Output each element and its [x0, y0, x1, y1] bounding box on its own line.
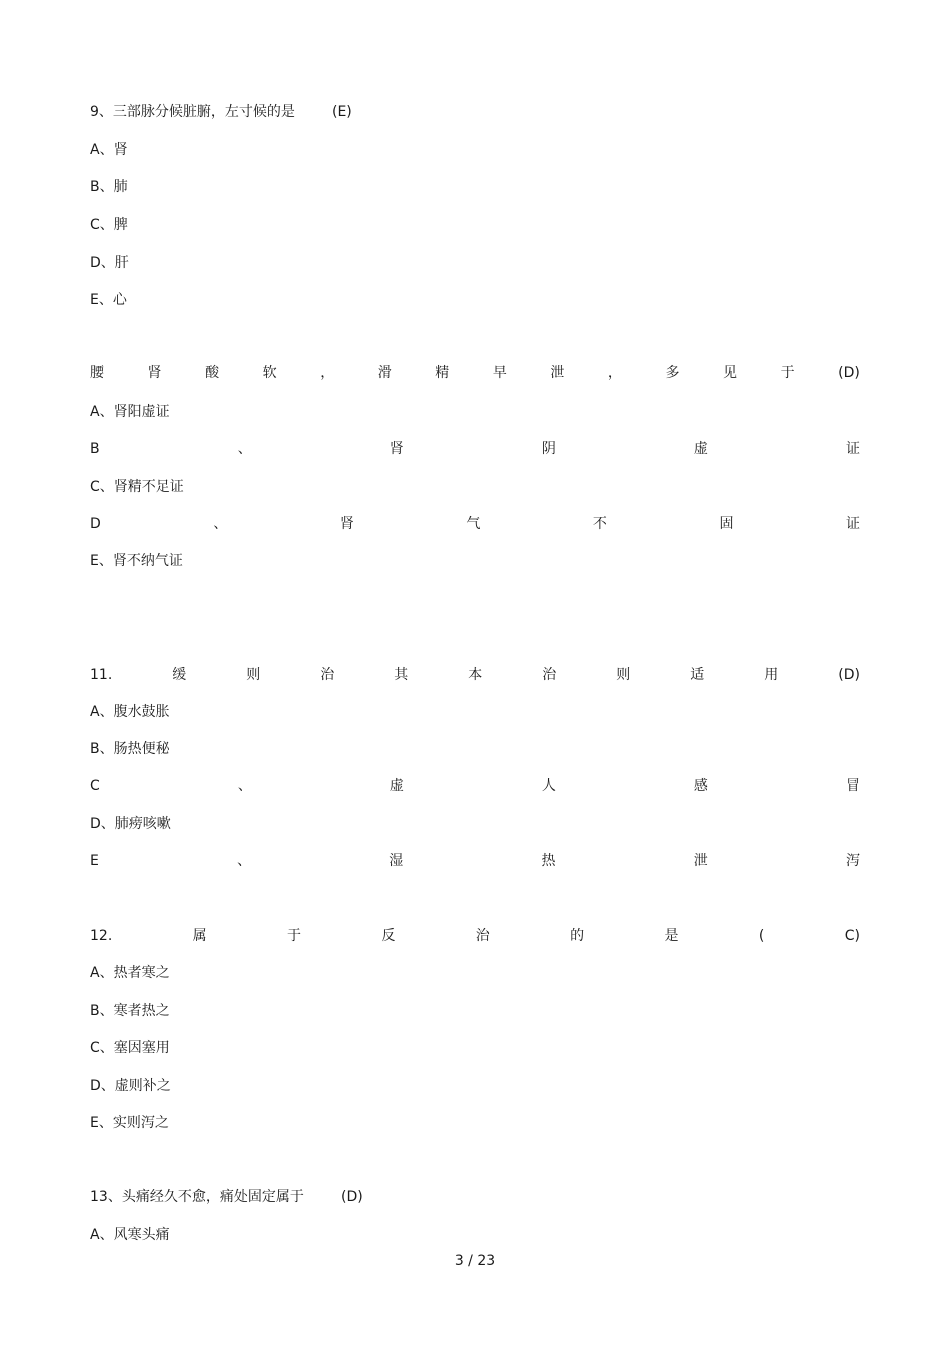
q11-stem — [90, 666, 860, 684]
q11-option-e-char: 泻 — [845, 853, 860, 869]
q11-option-b: B、肠热便秘 — [90, 741, 170, 757]
q11-option-c-char: 、 — [237, 778, 252, 794]
q11-stem-char: 11. — [90, 667, 113, 683]
q10-stem — [90, 364, 860, 382]
q10-option-d-char: 固 — [719, 516, 734, 532]
q10-option-b-char: 、 — [237, 441, 252, 457]
q9-option-d: D、肝 — [90, 255, 129, 271]
q10-stem-char: 于 — [780, 365, 795, 381]
q10-option-b-char: 证 — [846, 441, 860, 457]
q10-option-d-char: D — [90, 516, 101, 532]
q11-answer: (D) — [838, 667, 860, 683]
q12-option-c: C、塞因塞用 — [90, 1040, 170, 1056]
q10-option-a: A、肾阳虚证 — [90, 404, 170, 420]
q12-option-a: A、热者寒之 — [90, 965, 170, 981]
q10-stem-char: 腰 — [90, 365, 104, 381]
q11-stem-char: 则 — [616, 667, 631, 683]
q11-stem-char: 其 — [394, 667, 409, 683]
q12-option-b: B、寒者热之 — [90, 1003, 170, 1019]
q12-option-d: D、虚则补之 — [90, 1078, 171, 1094]
q11-stem-char: 本 — [468, 667, 483, 683]
q11-option-d: D、肺痨咳嗽 — [90, 816, 171, 832]
q11-option-e-char: 泄 — [693, 853, 708, 869]
q11-option-a: A、腹水鼓胀 — [90, 704, 170, 720]
q11-option-c-char: C — [90, 778, 100, 794]
q10-option-b-char: B — [90, 441, 100, 457]
q10-stem-char: 肾 — [147, 365, 162, 381]
q12-stem-char: 于 — [287, 928, 302, 944]
q12-answer: C) — [844, 928, 860, 944]
q12-stem-char: 12. — [90, 928, 113, 944]
q11-stem-char: 则 — [246, 667, 261, 683]
q11-option-c-char: 感 — [693, 778, 708, 794]
q10-option-b — [90, 440, 860, 458]
q12-stem — [90, 927, 860, 945]
q11-option-e-char: 热 — [541, 853, 556, 869]
q12-option-e: E、实则泻之 — [90, 1115, 169, 1131]
q10-option-d-char: 肾 — [339, 516, 354, 532]
q10-option-c: C、肾精不足证 — [90, 479, 184, 495]
q9-option-c: C、脾 — [90, 217, 128, 233]
q10-option-b-char: 阴 — [541, 441, 556, 457]
q12-stem-char: 属 — [192, 928, 207, 944]
q10-stem-char: 滑 — [377, 365, 392, 381]
q12-stem-char: ( — [758, 928, 765, 944]
page-number: 3 / 23 — [454, 1253, 496, 1269]
q9-option-e: E、心 — [90, 292, 127, 308]
q10-option-e: E、肾不纳气证 — [90, 553, 183, 569]
q10-option-d-char: 不 — [592, 516, 607, 532]
q9-option-a: A、肾 — [90, 142, 128, 158]
q11-option-e — [90, 852, 860, 870]
q10-option-b-char: 肾 — [389, 441, 404, 457]
q13-option-a: A、风寒头痛 — [90, 1227, 170, 1243]
q11-stem-char: 治 — [320, 667, 335, 683]
q11-option-c-char: 虚 — [389, 778, 404, 794]
q10-option-d-char: 证 — [845, 516, 860, 532]
q9-stem: 9、三部脉分候脏腑，左寸候的是 — [90, 104, 295, 120]
q10-stem-char: ， — [607, 365, 622, 381]
q10-stem-char: 软 — [262, 365, 277, 381]
q12-stem-char: 的 — [570, 928, 585, 944]
q10-option-d-char: 、 — [213, 516, 228, 532]
q13-stem: 13、头痛经久不愈，痛处固定属于 — [90, 1189, 304, 1205]
q10-option-d — [90, 515, 860, 533]
q11-option-e-char: 、 — [237, 853, 252, 869]
q11-stem-char: 适 — [690, 667, 705, 683]
q11-option-c-char: 人 — [541, 778, 556, 794]
q12-stem-char: 反 — [381, 928, 396, 944]
q10-stem-char: 多 — [665, 365, 680, 381]
q9-answer: (E) — [332, 104, 352, 120]
q10-stem-char: ， — [320, 365, 335, 381]
q10-stem-char: 泄 — [550, 365, 565, 381]
q11-stem-char: 缓 — [172, 667, 187, 683]
q10-option-d-char: 气 — [466, 516, 481, 532]
q10-answer: (D) — [838, 365, 860, 381]
q10-stem-char: 精 — [435, 365, 450, 381]
q10-stem-char: 酸 — [205, 365, 220, 381]
q10-stem-char: 早 — [492, 365, 507, 381]
q11-option-c — [90, 777, 860, 795]
q11-option-e-char: 湿 — [389, 853, 404, 869]
q11-option-c-char: 冒 — [845, 778, 860, 794]
q12-stem-char: 是 — [664, 928, 679, 944]
q10-stem-char: 见 — [723, 365, 738, 381]
q10-option-b-char: 虚 — [693, 441, 708, 457]
q13-answer: (D) — [341, 1189, 363, 1205]
q11-stem-char: 治 — [542, 667, 557, 683]
q9-option-b: B、肺 — [90, 179, 128, 195]
q11-option-e-char: E — [90, 853, 99, 869]
q12-stem-char: 治 — [475, 928, 490, 944]
q11-stem-char: 用 — [764, 667, 779, 683]
